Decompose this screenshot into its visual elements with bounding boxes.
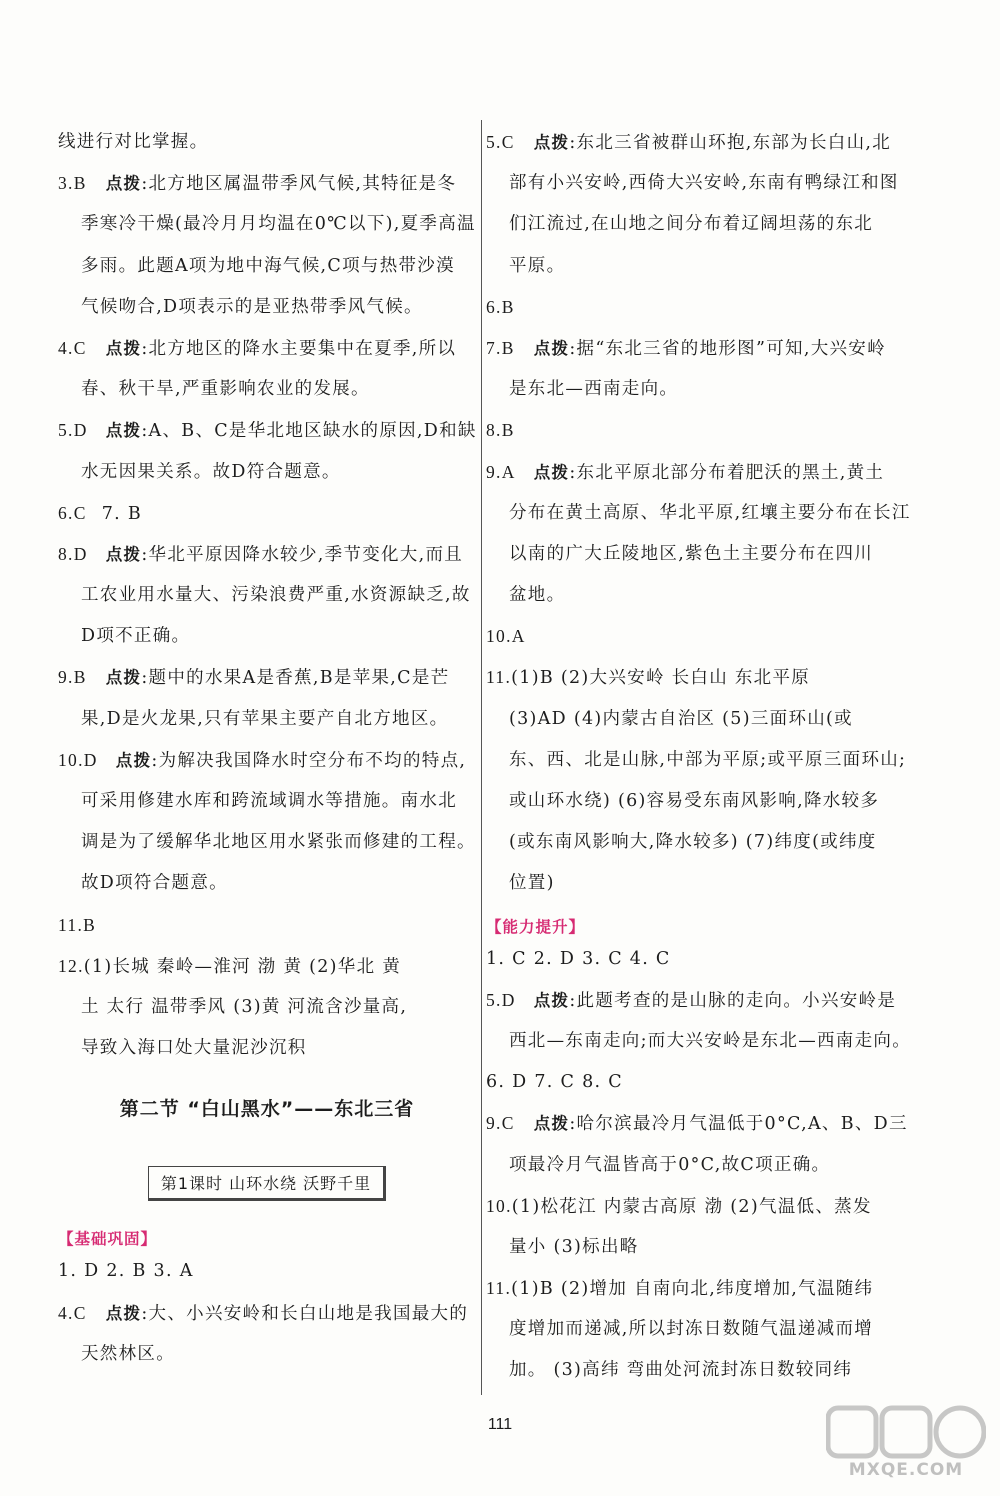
answer-text: 6. D 7. C 8. C — [486, 1072, 623, 1093]
answer-line — [486, 369, 904, 410]
answer-letter: A — [511, 626, 526, 647]
answer-line — [58, 987, 476, 1028]
answer-line — [58, 905, 476, 946]
answer-line — [58, 287, 476, 328]
answer-line — [486, 1268, 904, 1309]
answer-text: 部有小兴安岭,西倚大兴安岭,东南有鸭绿江和图 — [509, 173, 899, 194]
hint-label: 点拨 — [115, 750, 152, 770]
answer-text: :题中的水果A是香蕉,B是苹果,C是芒 — [141, 668, 450, 689]
answer-text: 调是为了缓解华北地区用水紧张而修建的工程。 — [81, 832, 476, 853]
right-answer-block — [486, 122, 911, 905]
answer-line — [58, 1028, 476, 1069]
answer-text: 多雨。此题A项为地中海气候,C项与热带沙漠 — [81, 255, 455, 276]
hint-label: 点拨 — [105, 544, 142, 564]
answer-line — [58, 452, 476, 493]
answer-line — [58, 822, 476, 863]
answer-line — [486, 1227, 904, 1268]
answer-text: :东北平原北部分布着肥沃的黑土,黄土 — [569, 462, 885, 483]
answer-text: :北方地区的降水主要集中在夏季,所以 — [141, 338, 457, 359]
answer-line — [58, 328, 476, 369]
answer-line — [58, 534, 476, 575]
answer-text: 加。 (3)高纬 弯曲处河流封冻日数较同纬 — [509, 1360, 853, 1381]
answer-text: :华北平原因降水较少,季节变化大,而且 — [141, 544, 464, 565]
answer-line — [486, 452, 904, 493]
section-title: 第二节 “白山黑水”——东北三省 — [119, 1098, 415, 1121]
answer-line — [486, 575, 904, 616]
answer-letter: A — [501, 461, 516, 482]
hint-label: 点拨 — [105, 338, 142, 358]
answer-text: 可采用修建水库和跨流域调水等措施。南水北 — [81, 791, 457, 811]
question-number: 6. — [58, 502, 74, 523]
answer-text: (3)AD (4)内蒙古自治区 (5)三面环山(或 — [509, 708, 853, 729]
answer-text: 们江流过,在山地之间分布着辽阔坦荡的东北 — [509, 214, 874, 235]
answer-letter: B — [73, 173, 87, 194]
answer-text: :东北三省被群山环抱,东部为长白山,北 — [569, 133, 892, 153]
answer-line — [486, 328, 904, 369]
hint-label: 点拨 — [533, 1114, 570, 1134]
answer-letter: C — [73, 337, 87, 358]
answer-text: 东、西、北是山脉,中部为平原;或平原三面环山; — [509, 749, 907, 770]
answer-line — [486, 534, 904, 575]
answer-letter: C — [501, 132, 515, 152]
lesson-title: 第1课时 山环水绕 沃野千里 — [148, 1166, 386, 1201]
question-number: 10. — [58, 749, 84, 770]
answer-letter: D — [73, 543, 88, 564]
question-number: 7. — [486, 337, 502, 358]
hint-label: 点拨 — [105, 421, 142, 441]
answer-text: 水无因果关系。故D符合题意。 — [81, 461, 341, 482]
question-number: 12. — [58, 955, 84, 976]
hint-label: 点拨 — [533, 338, 570, 358]
answer-line — [486, 122, 904, 163]
hint-label: 点拨 — [105, 668, 142, 688]
right-column — [486, 122, 911, 1392]
question-number: 11. — [486, 667, 512, 688]
answer-text: 故D项符合题意。 — [81, 873, 228, 894]
question-number: 5. — [486, 132, 502, 152]
question-number: 5. — [486, 989, 502, 1010]
answer-text: 以南的广大丘陵地区,紫色土主要分布在四川 — [509, 543, 874, 564]
answer-line — [486, 1103, 908, 1144]
answer-text: 春、秋干旱,严重影响农业的发展。 — [81, 379, 370, 400]
answer-line — [58, 575, 476, 616]
answer-line — [58, 1334, 476, 1375]
answer-line — [486, 822, 904, 863]
answer-letter: B — [83, 914, 97, 935]
answer-letter: C — [73, 502, 87, 523]
question-number: 9. — [486, 461, 502, 482]
answer-text: (或东南风影响大,降水较多) (7)纬度(或纬度 — [509, 832, 877, 853]
answer-text: 项最冷月气温皆高于0°C,故C项正确。 — [509, 1154, 831, 1175]
answer-line — [486, 781, 904, 822]
answer-line — [486, 863, 904, 904]
answer-text: (1)长城 秦岭—淮河 渤 黄 (2)华北 黄 — [83, 956, 402, 977]
answer-line — [58, 163, 476, 204]
answer-line — [486, 246, 904, 287]
watermark-mark-icon — [826, 1404, 986, 1460]
question-number: 8. — [486, 420, 502, 441]
answer-line — [58, 369, 476, 410]
answer-text: :北方地区属温带季风气候,其特征是冬 — [141, 174, 457, 195]
answer-text: 导致入海口处大量泥沙沉积 — [81, 1038, 307, 1059]
answer-line — [58, 781, 476, 822]
answer-text: 或山环水绕) (6)容易受东南风影响,降水较多 — [509, 791, 880, 811]
hint-label: 点拨 — [533, 990, 570, 1010]
answer-line — [486, 939, 904, 980]
answer-text: (1)B (2)大兴安岭 长白山 东北平原 — [511, 668, 811, 689]
answer-text: 盆地。 — [509, 585, 566, 606]
answer-line — [486, 1145, 904, 1186]
answer-text: 度增加而递减,所以封冻日数随气温递减而增 — [509, 1319, 874, 1340]
left-answer-block — [58, 122, 476, 1069]
answer-line — [58, 740, 476, 781]
answer-letter: B — [73, 667, 87, 688]
answer-line — [486, 1021, 911, 1062]
question-number: 9. — [486, 1113, 502, 1134]
answer-line — [486, 1062, 904, 1103]
answer-text: :为解决我国降水时空分布不均的特点, — [151, 750, 467, 771]
answer-text: 气候吻合,D项表示的是亚热带季风气候。 — [81, 296, 423, 317]
answer-text: 量小 (3)标出略 — [509, 1236, 639, 1257]
hint-label: 点拨 — [105, 174, 142, 194]
answer-text: 季寒冷干燥(最冷月月均温在0℃以下),夏季高温 — [81, 214, 476, 235]
answer-line — [58, 1293, 476, 1334]
answer-line — [486, 163, 904, 204]
question-number: 10. — [486, 626, 512, 647]
answer-text: 位置) — [509, 873, 555, 894]
answer-line — [486, 1350, 904, 1391]
answer-line — [58, 616, 476, 657]
answer-text: 分布在黄土高原、华北平原,红壤主要分布在长江 — [509, 502, 911, 523]
answer-text: 是东北—西南走向。 — [509, 379, 679, 400]
answer-letter: D — [501, 989, 516, 1010]
lesson-title-wrap — [58, 1149, 476, 1217]
answer-text: :据“东北三省的地形图”可知,大兴安岭 — [569, 338, 886, 359]
hint-label: 点拨 — [533, 133, 570, 152]
answer-line — [58, 410, 476, 451]
answer-text: (1)松花江 内蒙古高原 渤 (2)气温低、蒸发 — [511, 1196, 872, 1217]
answer-line — [486, 699, 904, 740]
answer-line — [486, 657, 904, 698]
basic-answers-block — [58, 1251, 476, 1375]
question-number: 8. — [58, 543, 74, 564]
answer-text: 线进行对比掌握。 — [58, 132, 209, 152]
answer-text: 7. B — [101, 503, 143, 524]
heading-improve: 【能力提升】 — [486, 917, 586, 936]
watermark-text: MXQE.COM — [848, 1460, 964, 1480]
hint-label: 点拨 — [533, 462, 570, 482]
heading-basic: 【基础巩固】 — [58, 1230, 158, 1249]
answer-line — [58, 204, 476, 245]
answer-line — [58, 122, 476, 163]
answer-letter: D — [73, 420, 88, 441]
answer-text: 1. C 2. D 3. C 4. C — [486, 948, 671, 969]
answer-letter: D — [83, 749, 98, 770]
question-number: 11. — [58, 914, 84, 935]
answer-line — [58, 246, 476, 287]
answer-text: 土 太行 温带季风 (3)黄 河流含沙量高, — [81, 996, 408, 1017]
question-number: 4. — [58, 1302, 74, 1323]
hint-label: 点拨 — [105, 1303, 142, 1323]
answer-line — [58, 699, 476, 740]
answer-line — [486, 1309, 904, 1350]
answer-text: 果,D是火龙果,只有苹果主要产自北方地区。 — [81, 708, 449, 729]
answer-line — [486, 493, 911, 534]
question-number: 4. — [58, 337, 74, 358]
answer-letter: B — [501, 337, 515, 358]
answer-line — [58, 946, 476, 987]
answer-line — [58, 863, 476, 904]
improve-answers-block — [486, 939, 911, 1392]
answer-line — [58, 657, 476, 698]
column-divider — [481, 120, 482, 1395]
answer-line — [486, 1186, 904, 1227]
question-number: 5. — [58, 420, 74, 441]
question-number: 3. — [58, 173, 74, 194]
answer-letter: C — [501, 1113, 515, 1134]
left-column — [58, 122, 476, 1375]
watermark-logo — [822, 1402, 990, 1484]
heading-basic-row — [58, 1217, 476, 1251]
answer-line — [486, 287, 904, 328]
answer-text: 平原。 — [509, 255, 566, 276]
question-number: 10. — [486, 1195, 512, 1216]
page-number: 111 — [487, 1416, 513, 1433]
answer-letter: B — [501, 296, 515, 317]
answer-line — [58, 1251, 476, 1292]
question-number: 11. — [486, 1278, 512, 1299]
answer-line — [486, 204, 904, 245]
answer-text: D项不正确。 — [81, 626, 191, 647]
answer-line — [486, 980, 904, 1021]
answer-text: :此题考查的是山脉的走向。小兴安岭是 — [569, 990, 897, 1011]
answer-text: 天然林区。 — [81, 1343, 175, 1364]
answer-text: 西北—东南走向;而大兴安岭是东北—西南走向。 — [509, 1030, 911, 1051]
answer-letter: C — [73, 1302, 87, 1323]
answer-text: :哈尔滨最冷月气温低于0°C,A、B、D三 — [569, 1114, 908, 1135]
answer-text: :大、小兴安岭和长白山地是我国最大的 — [141, 1303, 469, 1324]
question-number: 6. — [486, 296, 502, 317]
answer-line — [486, 616, 904, 657]
answer-text: 1. D 2. B 3. A — [58, 1261, 194, 1282]
question-number: 9. — [58, 667, 74, 688]
answer-line — [486, 740, 907, 781]
answer-text: :A、B、C是华北地区缺水的原因,D和缺 — [141, 421, 477, 442]
answer-line — [58, 493, 476, 534]
answer-text: (1)B (2)增加 自南向北,纬度增加,气温随纬 — [511, 1279, 874, 1300]
answer-letter: B — [501, 420, 515, 441]
answer-line — [486, 410, 904, 451]
heading-improve-row — [486, 905, 904, 939]
answer-text: 工农业用水量大、污染浪费严重,水资源缺乏,故 — [81, 585, 471, 606]
